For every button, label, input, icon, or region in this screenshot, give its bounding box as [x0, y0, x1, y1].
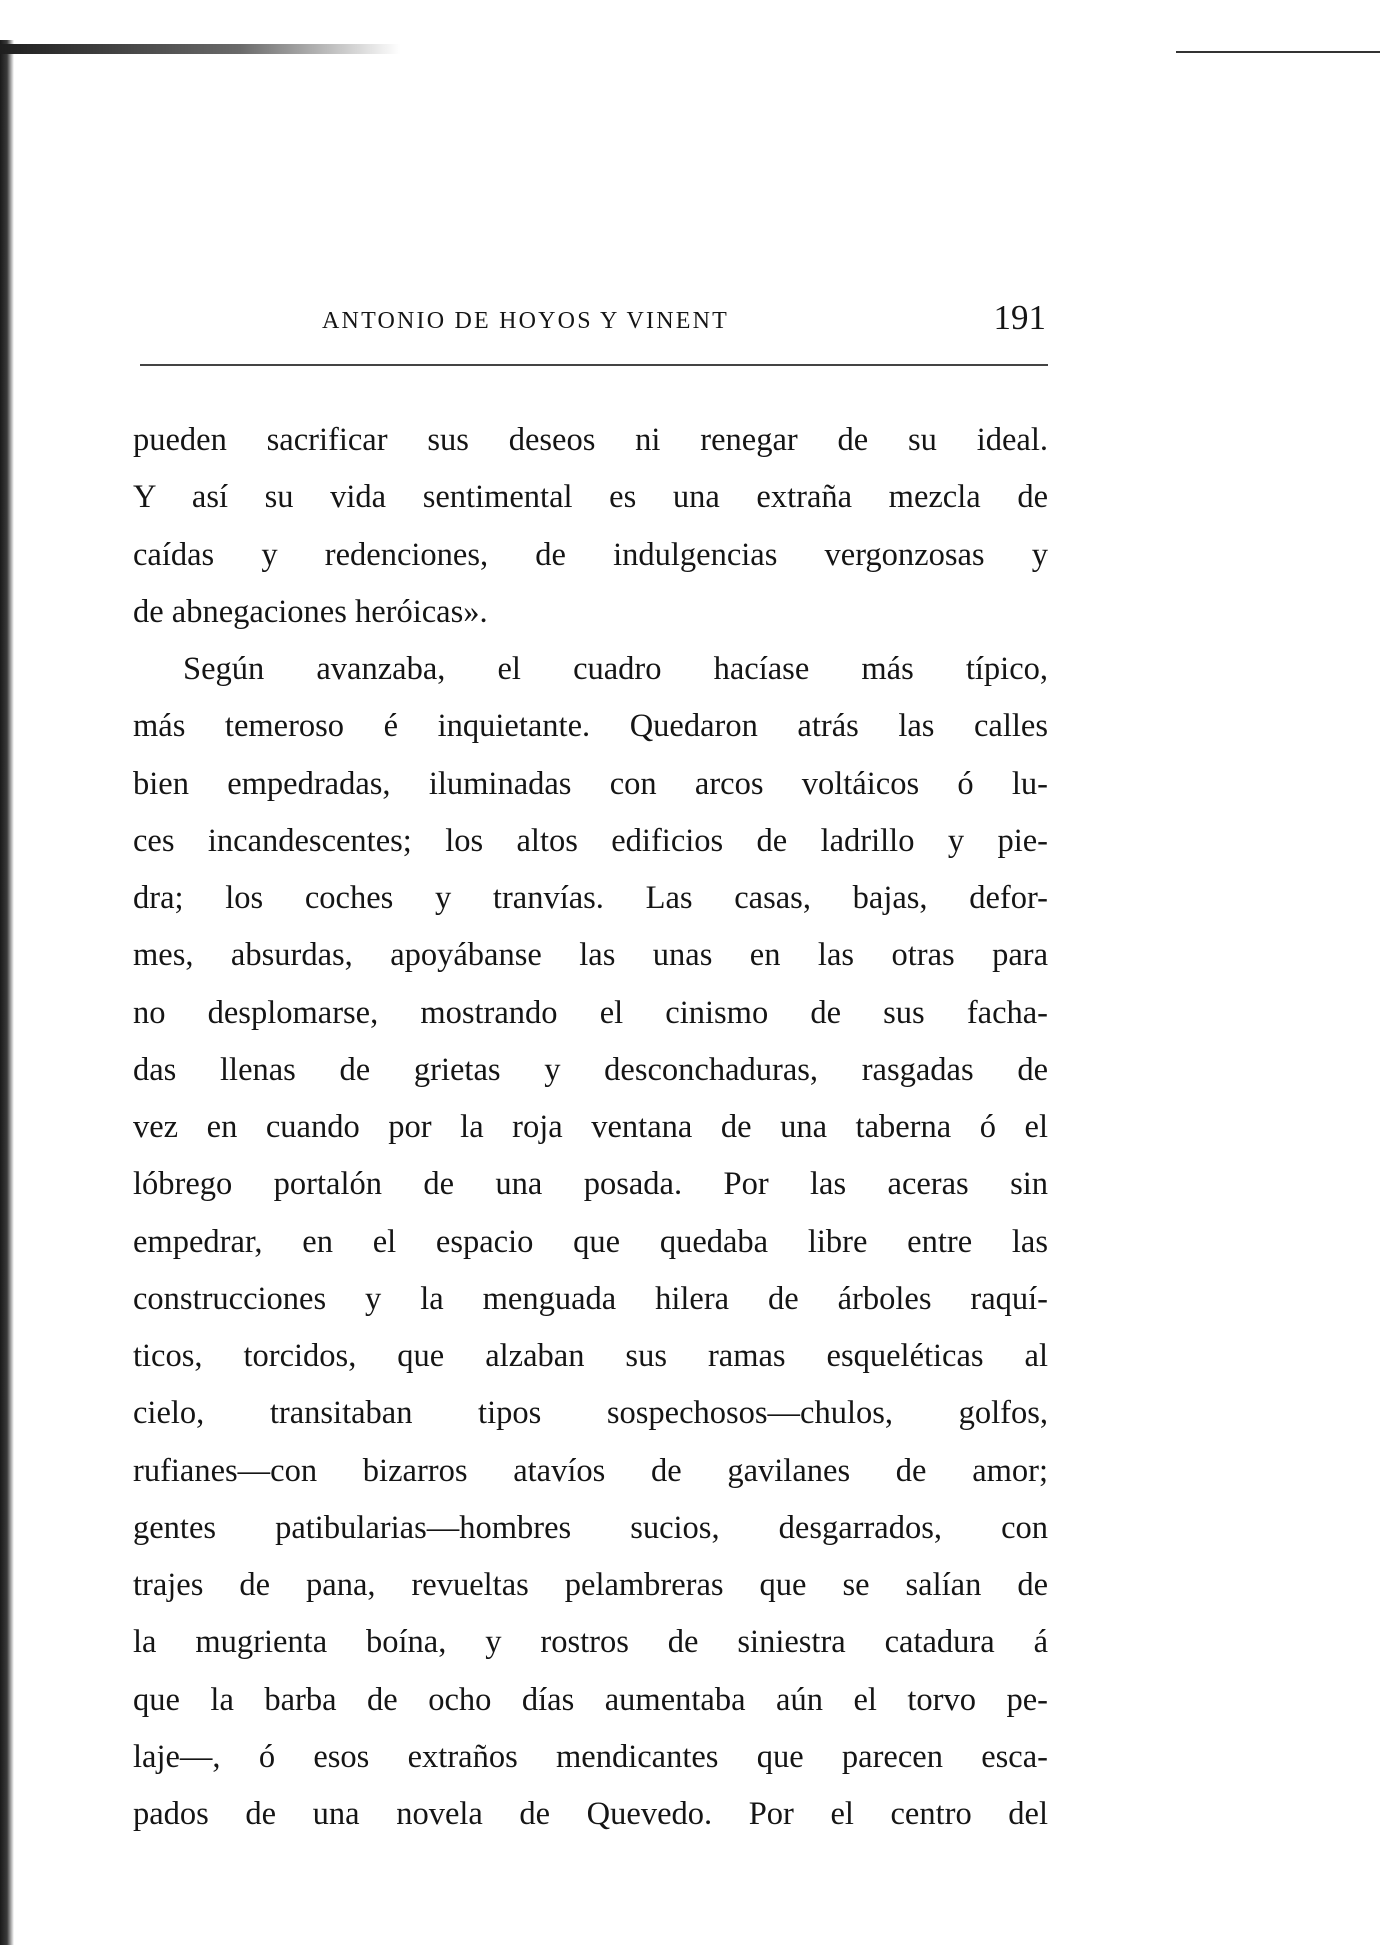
text-line: la mugrienta boína, y rostros de siniestra catadura á: [133, 1624, 1048, 1661]
top-right-rule: [1176, 51, 1380, 53]
text-line: ticos, torcidos, que alzaban sus ramas esqueléticas al: [133, 1338, 1048, 1374]
page-number: 191: [993, 298, 1046, 337]
text-line: ces incandescentes; los altos edificios de ladrillo y pie-: [133, 822, 1048, 859]
text-line: dra; los coches y tranvías. Las casas, bajas, defor-: [133, 880, 1048, 916]
text-line: rufianes—con bizarros atavíos de gavilanes de amor;: [133, 1452, 1048, 1489]
text-line: laje—, ó esos extraños mendicantes que parecen esca-: [133, 1738, 1048, 1775]
text-line: das llenas de grietas y desconchaduras, rasgadas de: [133, 1051, 1048, 1088]
text-line: bien empedradas, iluminadas con arcos voltáicos ó lu-: [133, 765, 1048, 802]
text-line: mes, absurdas, apoyábanse las unas en las otras para: [133, 937, 1048, 974]
body-text: [133, 412, 1048, 1843]
text-line: vez en cuando por la roja ventana de una taberna ó el: [133, 1109, 1048, 1145]
running-title: ANTONIO DE HOYOS Y VINENT: [322, 308, 729, 334]
text-line: de abnegaciones heróicas».: [133, 593, 488, 630]
text-line: trajes de pana, revueltas pelambreras que se salían de: [133, 1567, 1048, 1603]
text-line: Y así su vida sentimental es una extraña mezcla de: [133, 479, 1048, 516]
text-line: gentes patibularias—hombres sucios, desgarrados, con: [133, 1509, 1048, 1546]
text-line: empedrar, en el espacio que quedaba libre entre las: [133, 1223, 1048, 1260]
text-line: Según avanzaba, el cuadro hacíase más típico,: [183, 651, 1048, 687]
text-line: no desplomarse, mostrando el cinismo de sus facha-: [133, 994, 1048, 1031]
page-binding-edge: [0, 40, 14, 1945]
text-line: construcciones y la menguada hilera de árboles raquí-: [133, 1280, 1048, 1317]
text-line: pueden sacrificar sus deseos ni renegar de su ideal.: [133, 422, 1048, 458]
header-rule: [140, 364, 1048, 366]
text-line: lóbrego portalón de una posada. Por las aceras sin: [133, 1166, 1048, 1203]
text-line: cielo, transitaban tipos sospechosos—chulos, golfos,: [133, 1395, 1048, 1432]
text-line: más temeroso é inquietante. Quedaron atrás las calles: [133, 708, 1048, 745]
text-line: pados de una novela de Quevedo. Por el centro del: [133, 1796, 1048, 1832]
text-line: caídas y redenciones, de indulgencias vergonzosas y: [133, 536, 1048, 573]
text-line: que la barba de ocho días aumentaba aún el torvo pe-: [133, 1681, 1048, 1718]
page-binding-top-smudge: [0, 44, 400, 54]
running-head: [140, 298, 1048, 348]
